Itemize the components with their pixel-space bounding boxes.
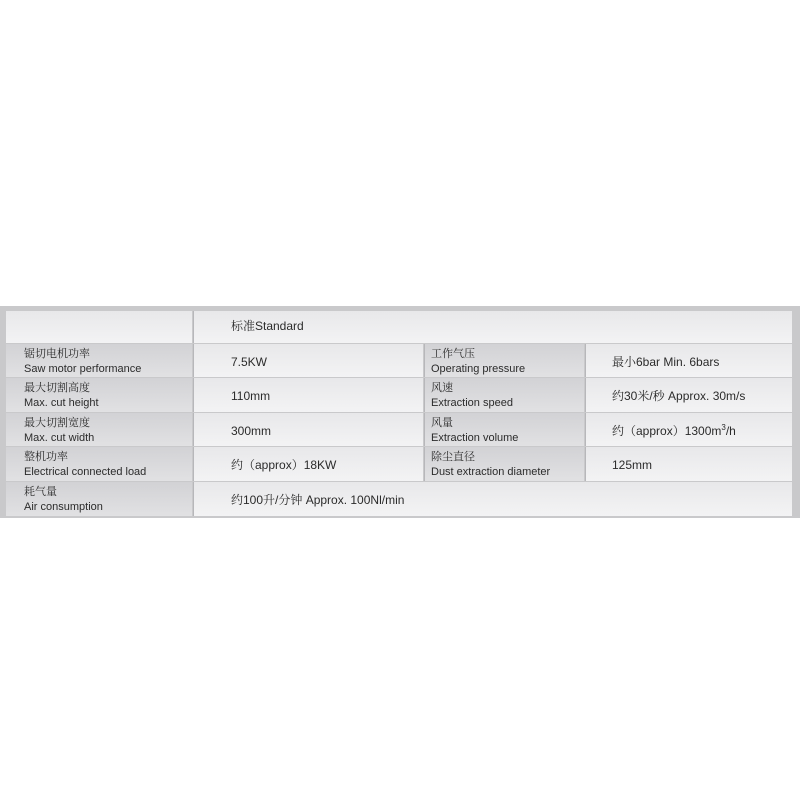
label2-en: Extraction volume: [431, 432, 519, 444]
label2-cn: 风量: [431, 416, 453, 429]
header-empty-cell: [6, 311, 192, 343]
value2-suffix: /h: [725, 424, 736, 438]
value-cell: [193, 413, 423, 446]
label-cn: 耗气量: [24, 485, 57, 498]
value-cell: [193, 447, 423, 481]
standard-label: 标准Standard: [231, 319, 304, 333]
label2-en: Dust extraction diameter: [431, 466, 551, 478]
label-en: Electrical connected load: [24, 466, 147, 478]
label-cell-2: [424, 344, 584, 377]
value-cell: [193, 378, 423, 412]
label-cell-2: [424, 378, 584, 412]
label2-cn: 工作气压: [431, 347, 475, 360]
label-en: Air consumption: [24, 501, 103, 513]
value2-superscript: 3: [721, 423, 726, 432]
label-cell: [6, 378, 192, 412]
value-text: 约100升/分钟 Approx. 100Nl/min: [231, 493, 405, 507]
value-cell-2: [585, 378, 792, 412]
table-row: [6, 413, 792, 446]
table-row: [6, 482, 792, 516]
value-cell: [193, 482, 792, 516]
label2-cn: 除尘直径: [431, 450, 475, 463]
header-standard-cell: [193, 311, 792, 343]
label2-en: Operating pressure: [431, 363, 526, 375]
label-cell: [6, 413, 192, 446]
value-cell-2: [585, 447, 792, 481]
value-text: 300mm: [231, 424, 272, 438]
label2-cn: 风速: [431, 381, 453, 394]
value-cell: [193, 344, 423, 377]
label-cn: 最大切割宽度: [24, 416, 90, 429]
label-cn: 最大切割高度: [24, 381, 90, 394]
label-cell: [6, 344, 192, 377]
label-cell-2: [424, 413, 584, 446]
label-cell-2: [424, 447, 584, 481]
value2-text: [612, 424, 736, 438]
table-header-row: [6, 311, 792, 343]
value-text: 7.5KW: [231, 355, 268, 369]
table-row: [6, 447, 792, 481]
specification-table: [0, 306, 800, 518]
value-cell-2: [585, 413, 792, 446]
label-cn: 整机功率: [24, 450, 68, 463]
table-row: [6, 344, 792, 377]
value-cell-2: [585, 344, 792, 377]
label-cn: 锯切电机功率: [24, 347, 90, 360]
label-cell: [6, 447, 192, 481]
value-text: 110mm: [231, 389, 271, 403]
label-en: Max. cut width: [24, 432, 95, 444]
value-text: 约（approx）18KW: [231, 458, 337, 472]
table-row: [6, 378, 792, 412]
value2-text: 125mm: [612, 458, 653, 472]
label-en: Max. cut height: [24, 397, 99, 409]
label2-en: Extraction speed: [431, 397, 513, 409]
value2-text: 最小6bar Min. 6bars: [612, 355, 720, 369]
value2-prefix: 约（approx）1300m: [612, 424, 722, 438]
label-cell: [6, 482, 192, 516]
value2-text: 约30米/秒 Approx. 30m/s: [612, 389, 746, 403]
label-en: Saw motor performance: [24, 363, 142, 375]
